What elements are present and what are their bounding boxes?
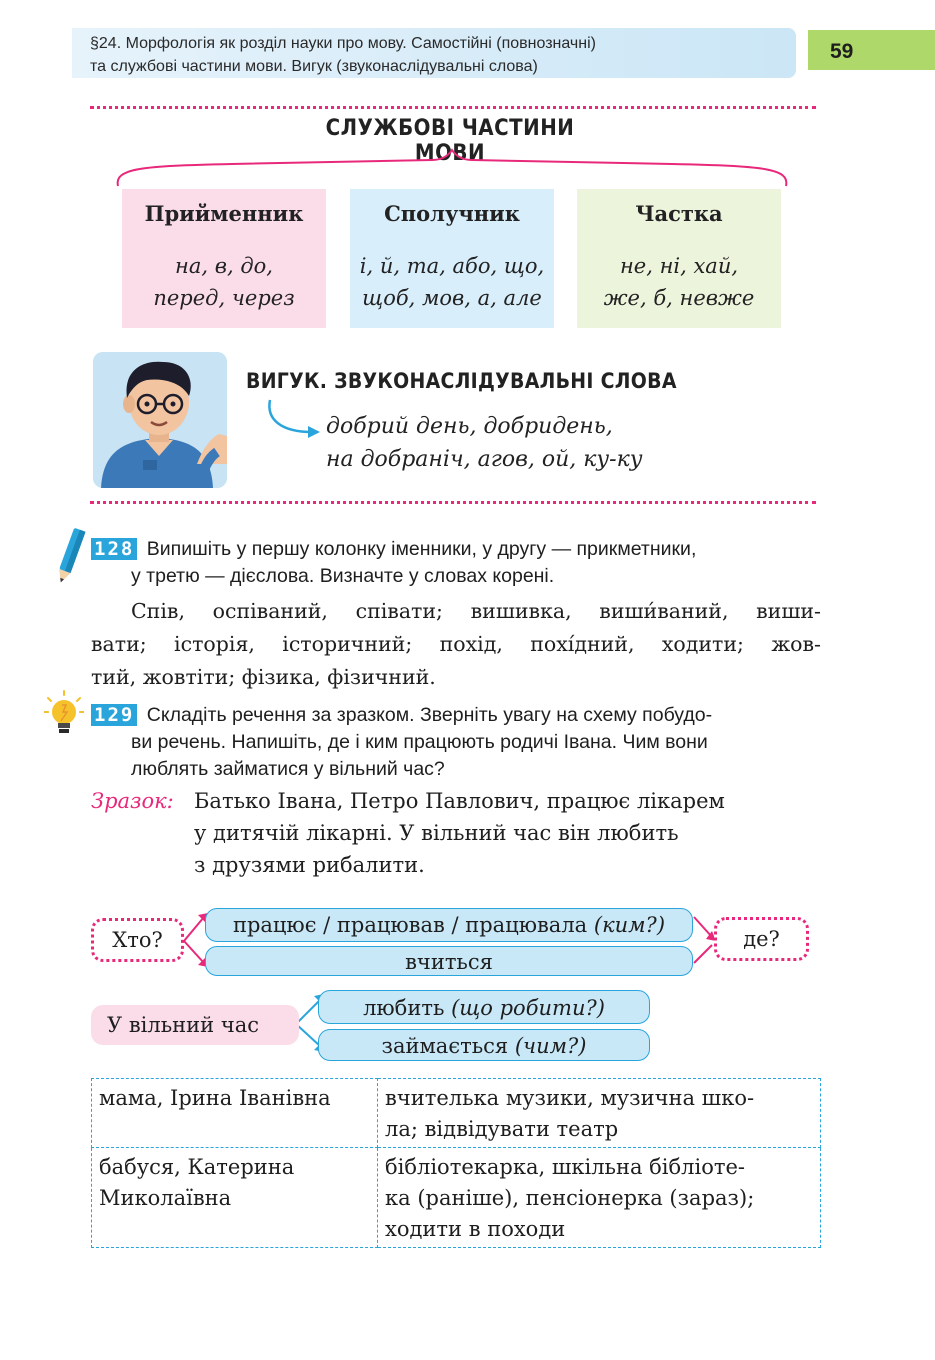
interjection-examples-line1: добрий день, добридень, [326, 414, 613, 439]
studies-pill: вчиться [205, 946, 693, 976]
table-cell-info-line1: бібліотекарка, шкільна бібліоте- [385, 1155, 746, 1179]
exercise-129-task-line1: Складіть речення за зразком. Зверніть увагу на схему побудо- [146, 704, 713, 726]
interjection-heading: ВИГУК. ЗВУКОНАСЛІДУВАЛЬНІ СЛОВА [246, 369, 677, 393]
table-cell-info-line2: ла; відвідувати театр [385, 1117, 619, 1141]
particle-box [577, 189, 781, 328]
relatives-table [91, 1078, 821, 1248]
preposition-box [122, 189, 326, 328]
exercise-128-task-line1: Випишіть у першу колонку іменники, у другу — прикметники, [146, 538, 697, 560]
table-cell-info-line3: ходити в походи [385, 1217, 566, 1241]
conjunction-examples-line1: і, й, та, або, що, [359, 254, 545, 278]
exercise-129-task-line3: люблять займатися у вільний час? [131, 758, 445, 780]
likes-pill [318, 990, 650, 1024]
particle-title: Частка [635, 201, 723, 226]
preposition-examples [122, 250, 326, 314]
table-cell-person: мама, Ірина Іванівна [92, 1079, 378, 1148]
exercise-129-task [91, 702, 826, 783]
section-title-line2: та службові частини мови. Вигук (звуконаслідувальні слова) [90, 58, 538, 75]
table-cell-info [378, 1079, 821, 1148]
conjunction-examples [350, 250, 554, 314]
section-title [90, 32, 790, 78]
page-number: 59 [808, 30, 935, 70]
exercise-129-number: 129 [91, 704, 137, 726]
conjunction-box [350, 189, 554, 328]
sample-label: Зразок: [91, 789, 174, 813]
table-row [92, 1079, 821, 1148]
lightbulb-icon [44, 690, 84, 736]
table-row [92, 1148, 821, 1248]
table-cell-person: бабуся, Катерина Миколаївна [92, 1148, 378, 1248]
conjunction-title: Сполучник [384, 201, 520, 226]
likes-question: (що робити?) [451, 996, 605, 1020]
exercise-128-task-line2: у третю — дієслова. Визначте у словах корені. [131, 565, 555, 587]
particle-examples [577, 250, 781, 314]
boy-illustration-icon [93, 352, 227, 488]
work-question: (ким?) [593, 913, 666, 937]
dotted-divider-top [90, 106, 816, 109]
service-parts-heading: СЛУЖБОВІ ЧАСТИНИ МОВИ [325, 116, 575, 166]
exercise-128-text-line3: тий, жовтіти; фізика, фізичний. [91, 665, 436, 689]
table-cell-info [378, 1148, 821, 1248]
exercise-128-task [91, 536, 826, 590]
table-cell-info-line2: ка (раніше), пенсіонерка (зараз); [385, 1186, 755, 1210]
curved-arrow-icon [262, 396, 326, 442]
dotted-divider-bottom [90, 501, 816, 504]
interjection-examples-line2: на добраніч, агов, ой, ку-ку [326, 447, 643, 472]
sample-line3: з друзями рибалити. [194, 853, 425, 877]
preposition-examples-line2: перед, через [153, 286, 295, 310]
likes-verb: любить [363, 996, 445, 1020]
boy-avatar [93, 352, 227, 488]
exercise-128-text-line1: Спів, оспіваний, співати; вишивка, виши́ваний, виши- [131, 599, 821, 623]
exercise-128-text [91, 595, 821, 694]
does-question: (чим?) [514, 1034, 587, 1058]
particle-examples-line2: же, б, невже [603, 286, 755, 310]
pencil-icon [52, 526, 88, 588]
work-verbs: працює / працював / працювала [232, 913, 588, 937]
conjunction-examples-line2: щоб, мов, а, але [362, 286, 542, 310]
preposition-title: Прийменник [144, 201, 304, 226]
exercise-128-number: 128 [91, 538, 137, 560]
sample-line2: у дитячій лікарні. У вільний час він любить [194, 821, 679, 845]
particle-examples-line1: не, ні, хай, [619, 254, 739, 278]
work-verbs-pill [205, 908, 693, 942]
free-time-pill: У вільний час [91, 1005, 299, 1045]
preposition-examples-line1: на, в, до, [175, 254, 273, 278]
exercise-129-task-line2: ви речень. Напишіть, де і ким працюють родичі Івана. Чим вони [131, 731, 708, 753]
exercise-128-text-line2: вати; історія, історичний; похід, похі́дний, ходити; жов- [91, 632, 821, 656]
does-pill [318, 1029, 650, 1061]
sample-line1: Батько Івана, Петро Павлович, працює лікарем [194, 789, 725, 813]
who-question: Хто? [91, 918, 184, 962]
table-cell-info-line1: вчителька музики, музична шко- [385, 1086, 755, 1110]
where-question: де? [714, 917, 809, 961]
exercise-128 [91, 536, 826, 694]
curly-brace-icon [112, 148, 792, 190]
exercise-129 [91, 702, 826, 783]
section-title-line1: §24. Морфологія як розділ науки про мову. Самостійні (повнозначні) [90, 35, 596, 52]
does-verb: займається [381, 1034, 509, 1058]
